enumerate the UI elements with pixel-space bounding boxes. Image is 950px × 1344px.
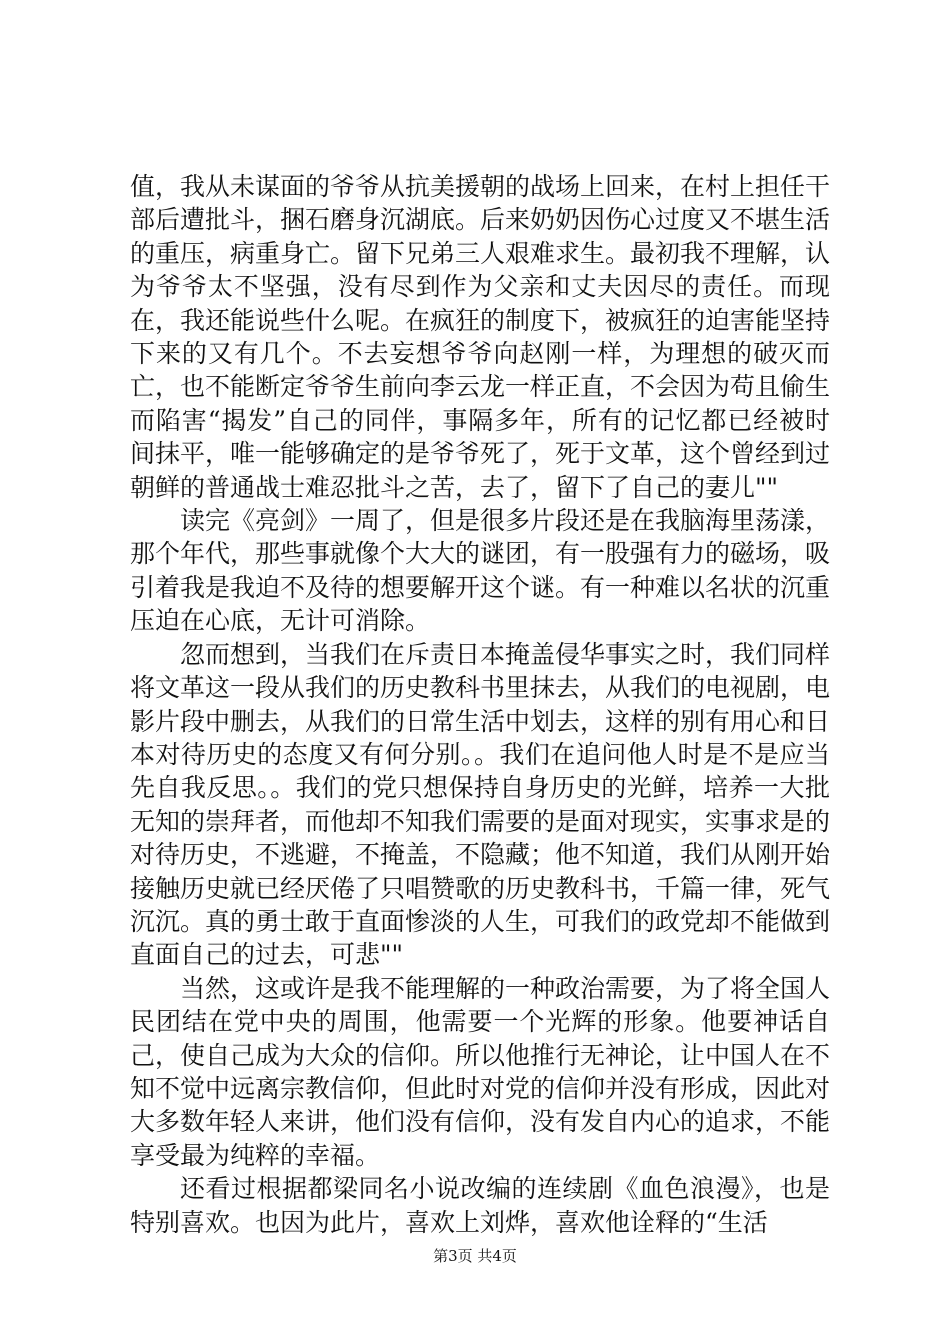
paragraph-5: 还看过根据都梁同名小说改编的连续剧《血色浪漫》，也是特别喜欢。也因为此片，喜欢上刘烨，喜欢他诠释的“生活 (130, 1174, 830, 1237)
paragraph-2: 读完《亮剑》一周了，但是很多片段还是在我脑海里荡漾，那个年代，那些事就像个大大的谜团，有一股强有力的磁场，吸引着我是我迫不及待的想要解开这个谜。有一种难以名状的沉重压迫在心底，无计可消除。 (130, 506, 831, 636)
paragraph-1: 值，我从未谋面的爷爷从抗美援朝的战场上回来，在村上担任干部后遭批斗，捆石磨身沉湖底。后来奶奶因伤心过度又不堪生活的重压，病重身亡。留下兄弟三人艰难求生。最初我不理解，认为爷爷太不坚强，没有尽到作为父亲和丈夫因尽的责任。而现在，我还能说些什么呢。在疯狂的制度下，被疯狂的迫害能坚持下来的又有几个。不去妄想爷爷向赵刚一样，为理想的破灭而亡，也不能断定爷爷生前向李云龙一样正直，不会因为苟且偷生而陷害“揭发”自己的同伴，事隔多年，所有的记忆都已经被时间抹平，唯一能够确定的是爷爷死了，死于文革，这个曾经到过朝鲜的普通战士难忍批斗之苦，去了，留下了自己的妻儿"" (130, 172, 831, 502)
paragraph-3: 忽而想到，当我们在斥责日本掩盖侵华事实之时，我们同样将文革这一段从我们的历史教科书里抹去，从我们的电视剧，电影片段中删去，从我们的日常生活中划去，这样的别有用心和日本对待历史的态度又有何分别。。我们在追问他人时是不是应当先自我反思。。我们的党只想保持自身历史的光鲜，培养一大批无知的崇拜者，而他却不知我们需要的是面对现实，实事求是的对待历史，不逃避，不掩盖，不隐藏；他不知道，我们从刚开始接触历史就已经厌倦了只唱赞歌的历史教科书，千篇一律，死气沉沉。真的勇士敢于直面惨淡的人生，可我们的政党却不能做到直面自己的过去，可悲"" (130, 639, 831, 970)
page-number-footer: 第3页 共4页 (433, 1247, 517, 1265)
body-text (130, 170, 830, 1239)
paragraph-4: 当然，这或许是我不能理解的一种政治需要，为了将全国人民团结在党中央的周围，他需要一个光辉的形象。他要神话自己，使自己成为大众的信仰。所以他推行无神论，让中国人在不知不觉中远离宗教信仰，但此时对党的信仰并没有形成，因此对大多数年轻人来讲，他们没有信仰，没有发自内心的追求，不能享受最为纯粹的幸福。 (130, 973, 831, 1170)
